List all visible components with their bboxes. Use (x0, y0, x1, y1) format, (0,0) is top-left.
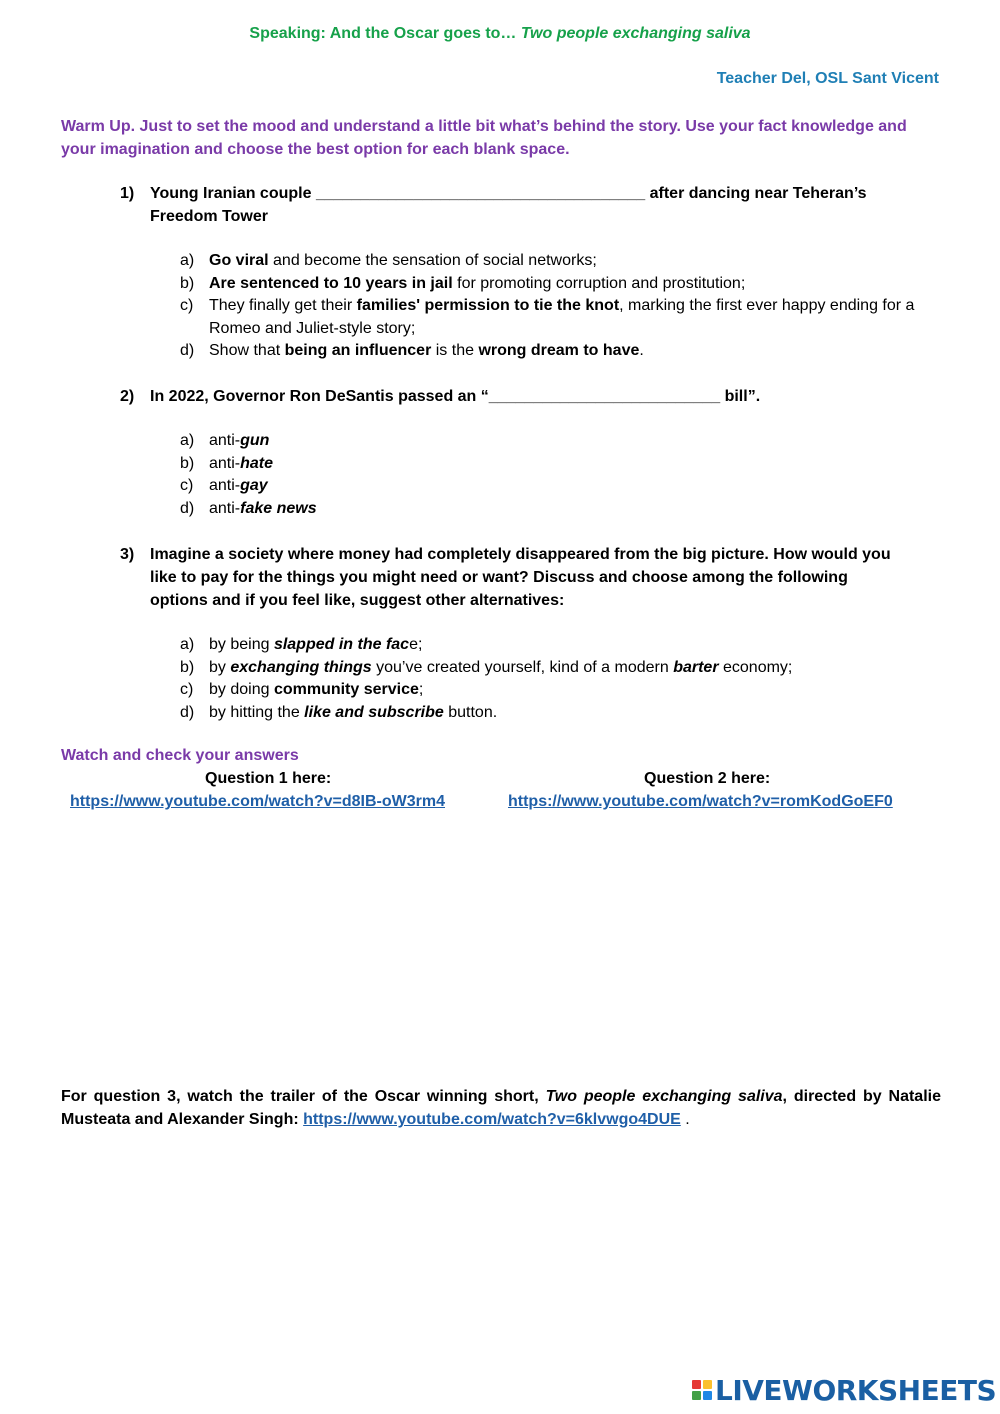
option-text: , marking the first ever happy ending for a Romeo and Juliet-style story; (209, 297, 915, 337)
answer-option (180, 679, 945, 702)
option-text: community service (273, 681, 419, 699)
option-text: being an influencer (284, 342, 432, 360)
option-text: exchanging things (230, 658, 372, 676)
option-letter: c) (180, 681, 194, 699)
option-text: wrong dream to have (478, 342, 640, 360)
option-text: is the (431, 342, 479, 360)
answer-option (180, 657, 945, 680)
question-2 (120, 385, 910, 408)
trailer-video-link[interactable]: https://www.youtube.com/watch?v=6klvwgo4DUE (303, 1111, 681, 1128)
liveworksheets-logo (692, 1372, 996, 1408)
answer-option (180, 498, 945, 521)
option-text: . (639, 342, 644, 360)
answer-option (180, 634, 945, 657)
question-number: 3) (120, 546, 135, 563)
option-letter: b) (180, 658, 195, 676)
answer-option (180, 250, 945, 273)
option-text: and become the sensation of social networks; (268, 252, 597, 269)
option-letter: d) (180, 342, 195, 360)
film-title: Two people exchanging saliva (545, 1088, 783, 1105)
option-letter: d) (180, 703, 195, 721)
option-letter: b) (180, 274, 195, 292)
question-1-options (180, 250, 945, 363)
option-text: anti- (209, 432, 241, 449)
question-text: Young Iranian couple _____________________________________ after dancing near Teheran’s Freedom Tower (150, 185, 867, 225)
option-text: economy; (718, 658, 793, 676)
option-text: Are sentenced to 10 years in jail (209, 274, 453, 292)
question-1-video-link[interactable]: https://www.youtube.com/watch?v=d8IB-oW3rm4 (70, 793, 445, 810)
option-text: anti- (209, 477, 241, 495)
option-text: by hitting the (209, 703, 305, 721)
option-text: They finally get their (209, 297, 357, 315)
question-3-trailer-instructions: For question 3, watch the trailer of the Oscar winning short, Two people exchanging saliva, directed by Natalie Musteata and Alexander Singh: https://www.youtube.com/watch?v=6klvwgo4DUE . (61, 1088, 941, 1128)
answer-option (180, 702, 945, 725)
option-letter: c) (180, 297, 194, 315)
question-3-options (180, 634, 945, 724)
option-text: by (209, 658, 231, 676)
option-text: anti- (209, 454, 241, 472)
answer-option (180, 273, 945, 296)
brand-name: LIVEWORKSHEETS (715, 1373, 997, 1407)
teacher-name: Teacher Del, OSL Sant Vicent (716, 70, 939, 87)
option-text: you’ve created yourself, kind of a modern (371, 658, 674, 676)
answer-option (180, 295, 945, 340)
option-text: for promoting corruption and prostitution; (452, 274, 746, 292)
option-text: barter (673, 658, 719, 676)
watch-heading: Watch and check your answers (61, 747, 299, 764)
question-3 (120, 543, 910, 612)
question-text: Imagine a society where money had completely disappeared from the big picture. How would you like to pay for the things you might need or want? Discuss and choose among the following options and if you feel like, suggest other alternatives: (150, 546, 891, 609)
option-text: by doing (209, 681, 274, 699)
option-text: button. (443, 703, 498, 721)
question-2-video-link[interactable]: https://www.youtube.com/watch?v=romKodGoEF0 (508, 793, 893, 810)
warm-up-instructions: Warm Up. Just to set the mood and understand a little bit what’s behind the story. Use your fact knowledge and your imagination and choose the best option for each blank space. (61, 118, 907, 158)
option-text: ; (418, 681, 424, 699)
answer-option (180, 340, 945, 363)
option-letter: d) (180, 499, 195, 517)
option-text: hate (240, 454, 274, 472)
option-text: slapped in the fac (273, 636, 410, 653)
option-text: by being (209, 636, 274, 653)
question-number: 1) (120, 185, 135, 202)
option-text: fake news (240, 499, 317, 517)
option-letter: a) (180, 432, 195, 449)
option-letter: b) (180, 454, 195, 472)
option-text: Show that (209, 342, 285, 360)
option-text: anti- (209, 499, 241, 517)
answer-option (180, 430, 945, 453)
option-text: Go viral (209, 252, 269, 269)
answer-option (180, 453, 945, 476)
option-text: gay (240, 477, 268, 495)
question-2-label: Question 2 here: (644, 770, 771, 787)
question-number: 2) (120, 388, 135, 405)
liveworksheets-logo-icon (692, 1380, 712, 1400)
option-text: gun (240, 432, 270, 449)
option-text: families' permission to tie the knot (356, 297, 620, 315)
title-film-name: Two people exchanging saliva (520, 25, 751, 42)
question-1 (120, 182, 910, 228)
option-letter: c) (180, 477, 194, 495)
answer-option (180, 475, 945, 498)
question-2-options (180, 430, 945, 520)
option-text: e; (409, 636, 423, 653)
question-1-label: Question 1 here: (205, 770, 332, 787)
option-letter: a) (180, 252, 195, 269)
option-letter: a) (180, 636, 195, 653)
page-title: Speaking: And the Oscar goes to… Two people exchanging saliva (249, 25, 751, 42)
question-text: In 2022, Governor Ron DeSantis passed an “__________________________ bill”. (150, 388, 761, 405)
option-text: like and subscribe (304, 703, 444, 721)
